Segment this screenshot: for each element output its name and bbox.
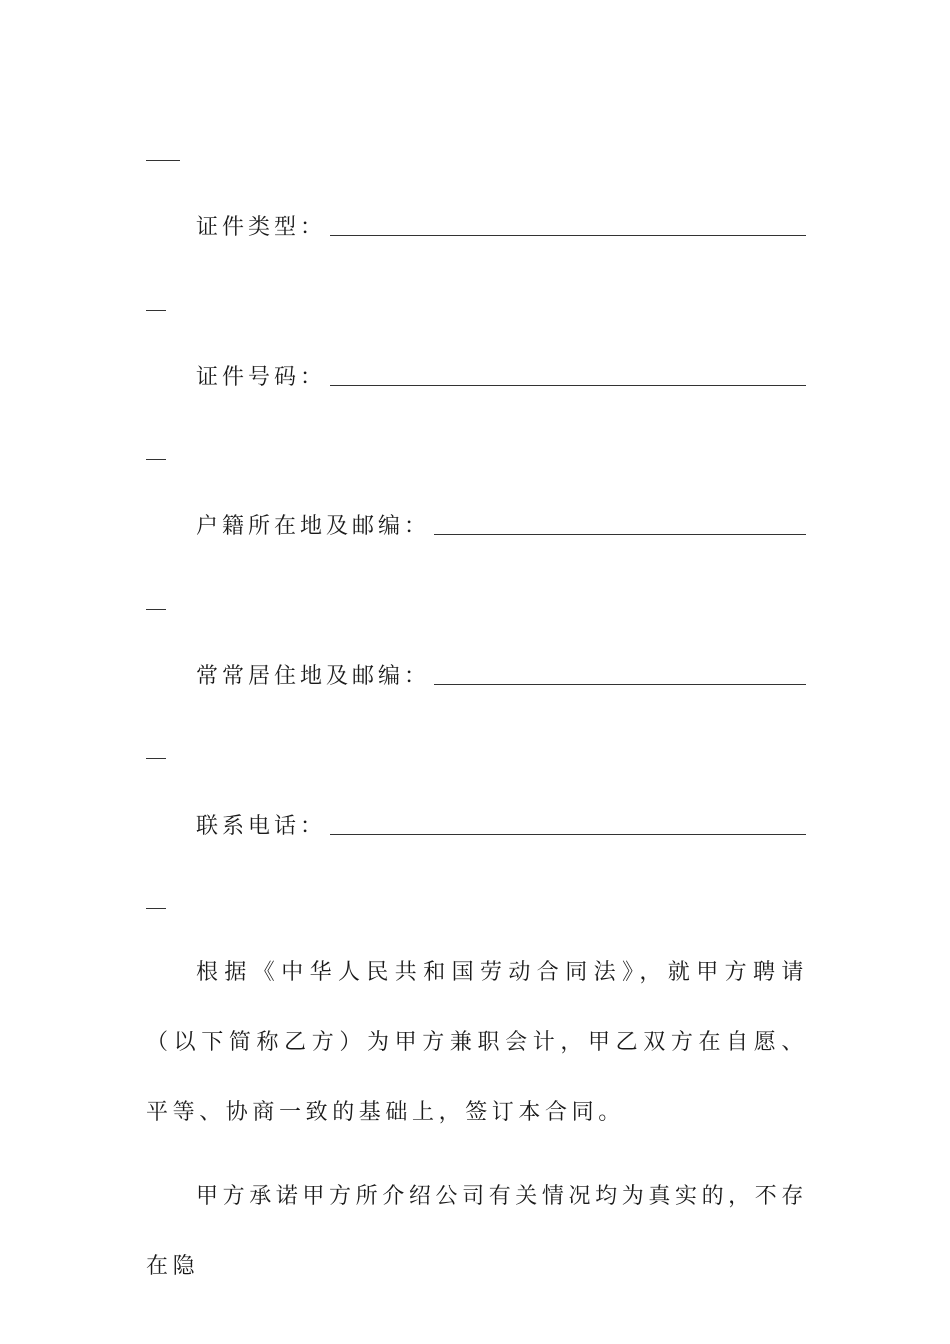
residence-address-blank-line[interactable] — [434, 684, 806, 685]
continuation-dash — [146, 459, 166, 460]
id-type-field[interactable] — [146, 208, 806, 242]
continuation-dash — [146, 908, 166, 909]
id-number-field[interactable] — [146, 358, 806, 392]
continuation-dash — [146, 310, 166, 311]
continuation-dash — [146, 758, 166, 759]
residence-address-label: 常常居住地及邮编： — [196, 664, 431, 689]
household-address-field[interactable] — [146, 507, 806, 541]
id-type-label: 证件类型： — [196, 215, 327, 240]
id-number-blank-line[interactable] — [330, 385, 806, 386]
id-number-label: 证件号码： — [196, 365, 327, 390]
residence-address-field[interactable] — [146, 657, 806, 691]
household-address-blank-line[interactable] — [434, 534, 806, 535]
continuation-dash — [146, 160, 180, 161]
phone-field[interactable] — [146, 807, 806, 841]
contract-intro-paragraph: 根据《中华人民共和国劳动合同法》，就甲方聘请（以下简称乙方）为甲方兼职会计，甲乙双方在自愿、平等、协商一致的基础上，签订本合同。 — [146, 960, 808, 1125]
continuation-dash — [146, 609, 166, 610]
id-type-blank-line[interactable] — [330, 235, 806, 236]
phone-blank-line[interactable] — [330, 834, 806, 835]
household-address-label: 户籍所在地及邮编： — [196, 514, 431, 539]
party-a-commitment-paragraph: 甲方承诺甲方所介绍公司有关情况均为真实的，不存在隐 — [146, 1184, 808, 1279]
phone-label: 联系电话： — [196, 814, 327, 839]
